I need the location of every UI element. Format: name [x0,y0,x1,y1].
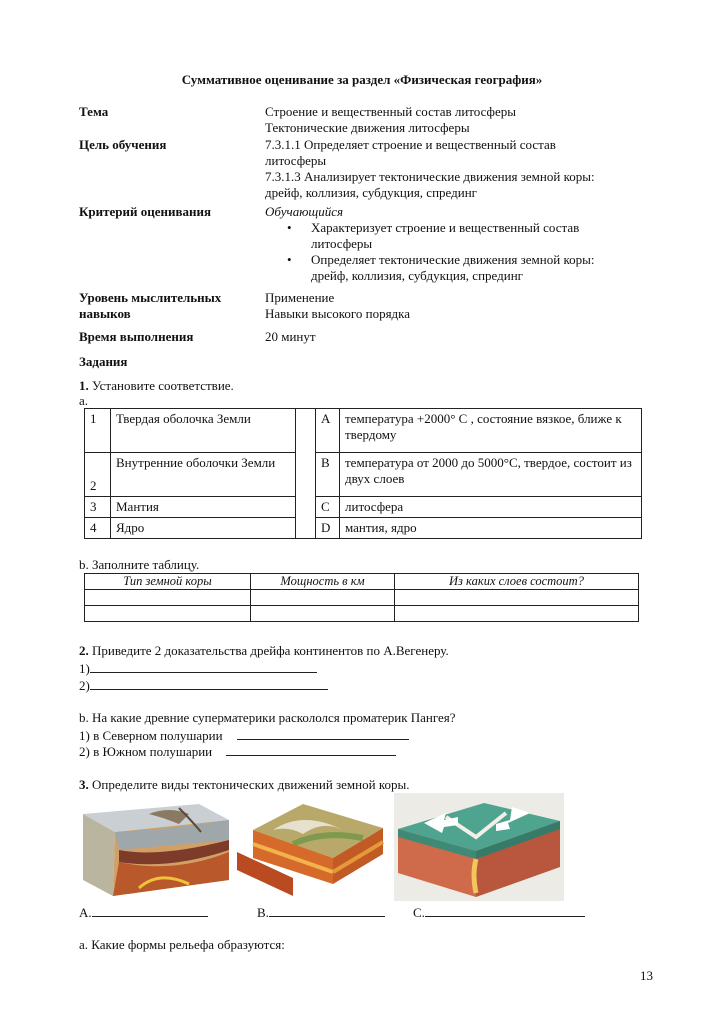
label-c-line[interactable]: C. [413,904,585,921]
right-text: мантия, ядро [340,518,642,539]
task1-heading: 1. Установите соответствие. [79,378,234,393]
answer-line-2[interactable]: 2) [79,677,328,694]
crust-header: Мощность в км [251,574,395,590]
crust-cell[interactable] [395,606,639,622]
answer-blank[interactable] [92,904,208,917]
answer-blank[interactable] [237,727,409,740]
level-label: Уровень мыслительных навыков [79,290,222,321]
subduction-diagram [79,800,231,898]
crust-cell[interactable] [85,590,251,606]
left-text: Внутренние оболочки Земли [111,453,296,497]
bullet-icon: • [287,220,292,235]
left-num: 4 [85,518,111,539]
left-text: Твердая оболочка Земли [111,409,296,453]
level-value: Применение Навыки высокого порядка [265,290,411,321]
right-text: литосфера [340,497,642,518]
left-text: Ядро [111,518,296,539]
crust-cell[interactable] [251,606,395,622]
right-letter: C [316,497,340,518]
answer-blank[interactable] [90,677,328,690]
crust-table [84,573,639,622]
task2-part-b: b. На какие древние суперматерики раскололся проматерик Пангея? [79,710,456,725]
answer-blank[interactable] [226,743,396,756]
right-text: температура +2000° С , состояние вязкое, ближе к твердому [340,409,642,453]
task1-part-a: a. [79,393,89,408]
left-num: 3 [85,497,111,518]
collision-diagram [233,800,385,900]
criteria-item: • Определяет тектонические движения земной коры: дрейф, коллизия, субдукция, спрединг [287,252,595,283]
time-value: 20 минут [265,329,316,344]
criteria-value: Обучающийся • Характеризует строение и вещественный состав литосферы • Определяет тектонические движения земной коры: дрейф, коллизия, субдукция, спрединг [265,204,665,284]
label-a-line[interactable]: A. [79,904,208,921]
task3-heading: 3. Определите виды тектонических движений земной коры. [79,777,410,792]
matching-table [84,408,642,539]
answer-line-1[interactable]: 1) [79,660,317,677]
task2-heading: 2. Приведите 2 доказательства дрейфа континентов по А.Вегенеру. [79,643,449,658]
bullet-icon: • [287,252,292,267]
crust-cell[interactable] [251,590,395,606]
task1-part-b: b. Заполните таблицу. [79,557,200,572]
spreading-diagram [394,793,564,901]
time-label: Время выполнения [79,329,194,344]
spacer-column [296,409,316,539]
right-letter: D [316,518,340,539]
crust-cell[interactable] [85,606,251,622]
crust-cell[interactable] [395,590,639,606]
right-letter: A [316,409,340,453]
page-title: Суммативное оценивание за раздел «Физическая география» [181,72,543,87]
crust-header: Тип земной коры [85,574,251,590]
task3-part-a: a. Какие формы рельефа образуются: [79,937,285,952]
left-num: 2 [85,453,111,497]
topic-label: Тема [79,104,109,119]
right-letter: B [316,453,340,497]
page-number: 13 [640,968,653,983]
left-num: 1 [85,409,111,453]
south-hemisphere-line[interactable]: 2) в Южном полушарии [79,743,396,760]
criteria-label: Критерий оценивания [79,204,212,219]
north-hemisphere-line[interactable]: 1) в Северном полушарии [79,727,409,744]
answer-blank[interactable] [90,660,317,673]
topic-value: Строение и вещественный состав литосферы Тектонические движения литосферы [265,104,516,135]
tasks-heading: Задания [79,354,128,369]
criteria-item: • Характеризует строение и вещественный состав литосферы [287,220,580,251]
goal-label: Цель обучения [79,137,167,152]
right-text: температура от 2000 до 5000°С, твердое, состоит из двух слоев [340,453,642,497]
answer-blank[interactable] [425,904,585,917]
label-b-line[interactable]: B. [257,904,385,921]
left-text: Мантия [111,497,296,518]
crust-header: Из каких слоев состоит? [395,574,639,590]
answer-blank[interactable] [269,904,385,917]
goal-value: 7.3.1.1 Определяет строение и вещественный состав литосферы 7.3.1.3 Анализирует тектонические движения земной коры: дрейф, коллизия, субдукция, спрединг [265,137,595,200]
